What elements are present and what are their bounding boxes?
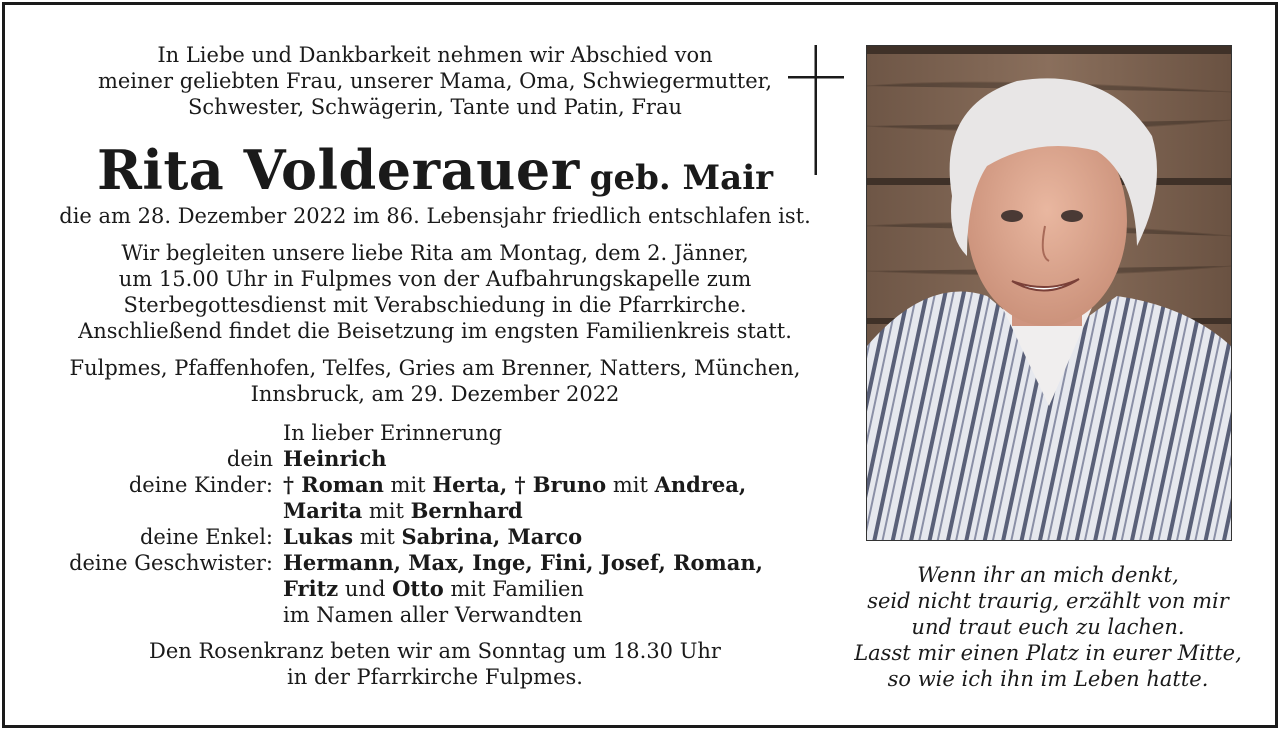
memorial-poem bbox=[848, 562, 1248, 692]
portrait-photo bbox=[866, 45, 1232, 541]
mourner-name: † Roman bbox=[283, 472, 384, 497]
service-line: Sterbegottesdienst mit Verabschiedung in die Pfarrkirche. bbox=[123, 293, 747, 317]
mourners-row-husband bbox=[60, 446, 763, 472]
cross-icon bbox=[788, 45, 844, 175]
mourner-name: Otto bbox=[392, 576, 444, 601]
mourners-row-children bbox=[60, 472, 763, 498]
mourners-heading: In lieber Erinnerung bbox=[283, 421, 503, 445]
mourner-connector: mit Familien bbox=[450, 577, 584, 601]
mourner-name: Heinrich bbox=[283, 446, 387, 471]
places-and-date bbox=[40, 355, 830, 407]
mourners-closing-row bbox=[60, 602, 763, 628]
mourner-name: Lukas bbox=[283, 524, 354, 549]
intro-line: Schwester, Schwägerin, Tante und Patin, Frau bbox=[188, 95, 682, 119]
intro-text bbox=[40, 42, 830, 120]
service-line: Anschließend findet die Beisetzung im engsten Familienkreis statt. bbox=[78, 319, 792, 343]
service-info bbox=[40, 240, 830, 344]
places-line: Fulpmes, Pfaffenhofen, Telfes, Gries am Brenner, Natters, München, bbox=[69, 356, 801, 380]
mourner-name: Sabrina, Marco bbox=[401, 524, 583, 549]
death-date-line: die am 28. Dezember 2022 im 86. Lebensjahr friedlich entschlafen ist. bbox=[59, 204, 811, 228]
mourners-row-grandchildren bbox=[60, 524, 763, 550]
mourner-connector: mit bbox=[368, 499, 404, 523]
portrait-image bbox=[867, 46, 1231, 540]
mourner-label: deine Enkel: bbox=[139, 525, 273, 549]
rosary-line: in der Pfarrkirche Fulpmes. bbox=[287, 665, 583, 689]
rosary-info bbox=[40, 638, 830, 690]
mourner-label: deine Kinder: bbox=[128, 473, 273, 497]
mourner-connector: mit bbox=[359, 525, 395, 549]
mourners-heading-row bbox=[60, 420, 763, 446]
birth-name: geb. Mair bbox=[589, 158, 774, 198]
mourner-name: Andrea, bbox=[654, 472, 747, 497]
deceased-name-heading bbox=[40, 138, 830, 202]
places-line: Innsbruck, am 29. Dezember 2022 bbox=[250, 382, 620, 406]
mourners-row-children-cont bbox=[60, 498, 763, 524]
mourners-row-siblings bbox=[60, 550, 763, 576]
mourner-label: dein bbox=[226, 447, 273, 471]
mourners-list bbox=[60, 420, 763, 628]
poem-line: und traut euch zu lachen. bbox=[911, 615, 1185, 639]
mourners-closing: im Namen aller Verwandten bbox=[283, 603, 583, 627]
service-line: Wir begleiten unsere liebe Rita am Montag, dem 2. Jänner, bbox=[121, 241, 749, 265]
mourner-name: Herta, † Bruno bbox=[432, 472, 607, 497]
mourner-label: deine Geschwister: bbox=[69, 551, 273, 575]
deceased-name: Rita Volderauer bbox=[96, 138, 580, 202]
intro-line: meiner geliebten Frau, unserer Mama, Oma, Schwiegermutter, bbox=[97, 69, 773, 93]
poem-line: Wenn ihr an mich denkt, bbox=[917, 563, 1179, 587]
intro-line: In Liebe und Dankbarkeit nehmen wir Abschied von bbox=[157, 43, 713, 67]
mourner-connector: mit bbox=[390, 473, 426, 497]
mourner-connector: mit bbox=[612, 473, 648, 497]
mourner-name: Bernhard bbox=[410, 498, 523, 523]
mourners-row-siblings-cont bbox=[60, 576, 763, 602]
mourner-name: Hermann, Max, Inge, Fini, Josef, Roman, bbox=[283, 550, 763, 575]
mourner-name: Marita bbox=[283, 498, 363, 523]
poem-line: seid nicht traurig, erzählt von mir bbox=[867, 589, 1229, 613]
poem-line: so wie ich ihn im Leben hatte. bbox=[887, 667, 1209, 691]
poem-line: Lasst mir einen Platz in eurer Mitte, bbox=[854, 641, 1242, 665]
mourner-connector: und bbox=[344, 577, 386, 601]
service-line: um 15.00 Uhr in Fulpmes von der Aufbahrungskapelle zum bbox=[118, 267, 752, 291]
mourner-name: Fritz bbox=[283, 576, 339, 601]
rosary-line: Den Rosenkranz beten wir am Sonntag um 18.30 Uhr bbox=[149, 639, 721, 663]
